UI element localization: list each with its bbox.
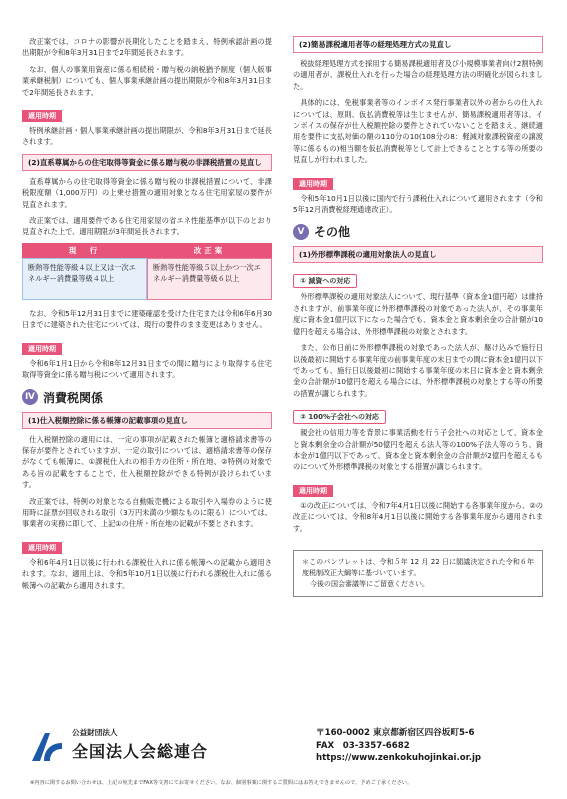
comparison-proposed-header: 改正案 xyxy=(147,243,272,258)
application-period-tag: 適用時期 xyxy=(293,178,333,190)
subheading-pill: ② 100%子会社への対応 xyxy=(293,410,386,424)
left-column xyxy=(22,36,272,596)
organization-logo-icon xyxy=(30,731,64,763)
paragraph: 外形標準課税の適用対象法人について、現行基準（資本金1億円超）は維持されますが、前事業年度に外形標準課税の対象であった法人が、その事業年度に資本金1億円以下になった場合でも、資本金と資本剰余金の合計額が10億円を超える場合は、外形標準課税の対象とされます。 xyxy=(293,292,543,336)
subheading-pill: ① 減資への対応 xyxy=(293,274,357,288)
chapter-number-badge: Ⅳ xyxy=(22,389,38,405)
paragraph: 改正案では、特例の対象となる自動販売機による取引や入場券のように使用時に証票が回収される取引（3万円未満の少額なものに限る）については、事業者の実務に即して、上記①の住所・所在地の記載が不要とされます。 xyxy=(22,496,272,529)
comparison-current-header: 現 行 xyxy=(22,243,147,258)
paragraph: 令和5年10月1日以後に国内で行う課税仕入れについて適用されます（令和5年12月消費税経理通達改正）。 xyxy=(293,193,543,215)
paragraph: 令和6年4月1日以後に行われる課税仕入れに係る帳簿への記載から適用されます。なお、適用上は、令和5年10月1日以後に行われる課税仕入れに係る帳簿への記載から適用されます。 xyxy=(22,557,272,590)
paragraph: 仕入税額控除の適用には、一定の事項が記載された帳簿と適格請求書等の保存が要件とされていますが、一定の取引については、適格請求書等の保存がなくても帳簿に、①課税仕入れの相手方の住所・所在地、②特例の対象である旨の記載をすることで、仕入税額控除ができる特例が設けられています。 xyxy=(22,434,272,490)
section-heading: (2)直系尊属からの住宅取得等資金に係る贈与税の非課税措置の見直し xyxy=(22,154,272,171)
chapter-title: 消費税関係 xyxy=(43,390,104,405)
comparison-proposed xyxy=(147,243,272,300)
notice-text: 今後の国会審議等にご留意ください。 xyxy=(310,579,429,588)
organization-name: 全国法人会総連合 xyxy=(72,742,209,761)
paragraph: なお、令和5年12月31日までに建築確認を受けた住宅または令和6年6月30日までに建築された住宅については、現行の要件のまま変更はありません。 xyxy=(22,308,272,330)
comparison-table xyxy=(22,243,272,300)
paragraph: また、公布日前に外形標準課税の対象であった法人が、駆け込みで施行日以後最初に開始する事業年度の前事業年度の末日までの間に資本金1億円以下であっても、施行日以後最初に開始する事業年度の末日に資本金と資本剰余金の合計額が10億円を超える場合には、外形標準課税の対象とする等の所要の措置が講じられます。 xyxy=(293,343,543,398)
notice-box xyxy=(293,550,543,597)
comparison-current-body: 断熱等性能等級４以上又は一次エネルギー消費量等級４以上 xyxy=(22,258,147,300)
application-period-tag: 適用時期 xyxy=(22,110,62,122)
paragraph: 令和6年1月1日から令和8年12月31日までの間に贈与により取得する住宅取得等資金に係る贈与税について適用されます。 xyxy=(22,358,272,380)
footer xyxy=(0,721,567,799)
paragraph: ①の改正については、令和7年4月1日以後に開始する各事業年度から、②の改正については、令和8年4月1日以後に開始する各事業年度から適用されます。 xyxy=(293,500,543,533)
chapter-number-badge: Ⅴ xyxy=(293,224,309,240)
fax-number: FAX 03-3357-6682 xyxy=(316,740,410,751)
paragraph: 改正案では、適用要件である住宅用家屋の省エネ性能基準が以下のとおり見直された上で、適用期限が3年間延長されます。 xyxy=(22,216,272,237)
chapter-heading xyxy=(293,223,543,240)
application-period-tag: 適用時期 xyxy=(22,542,62,554)
notice-text: ＊このパンフレットは、令和５年 12 月 22 日に閣議決定された令和６年度税制改正大綱等に基づいています。 xyxy=(302,557,534,577)
website-link[interactable]: https://www.zenkokuhojinkai.or.jp xyxy=(316,753,482,764)
paragraph: なお、個人の事業用資産に係る相続税・贈与税の納税猶予制度（個人版事業承継税制）についても、個人事業承継計画の提出期限が令和8年3月31日まで2年間延長されます。 xyxy=(22,64,272,97)
paragraph: 具体的には、免税事業者等のインボイス発行事業者以外の者からの仕入れについては、原則、仮払消費税等は生じませんが、簡易課税適用者等は、インボイスの保存が仕入税額控除の要件とされていないことを踏まえ、継続適用を要件に支払対価の額の110分の10(108分の8：軽減対象課税資産の譲渡等に係るもの)相当額を仮払消費税等として計上できることとする等の所要の見直しが行われました。 xyxy=(293,98,543,165)
paragraph: 親会社の信用力等を背景に事業活動を行う子会社への対応として、資本金と資本剰余金の合計額が50億円を超える法人等の100%子法人等のうち、資本金が1億円以下であって、資本金と資本剰余金の合計額が2億円を超えるものについて外形標準課税の対象とする措置が講じられます。 xyxy=(293,428,543,472)
section-heading: (1)外形標準課税の適用対象法人の見直し xyxy=(293,246,543,263)
paragraph: 直系尊属からの住宅取得等資金に係る贈与税の非課税措置について、非課税限度額（1,000万円）の上乗せ措置の適用対象となる住宅用家屋の要件が見直されます。 xyxy=(22,176,272,209)
organization-type: 公益財団法人 xyxy=(72,728,118,737)
comparison-current xyxy=(22,243,147,300)
comparison-proposed-body: 断熱等性能等級５以上かつ一次エネルギー消費量等級６以上 xyxy=(147,258,272,300)
postal-address: 〒160-0002 東京都新宿区四谷坂町5-6 xyxy=(316,728,475,738)
paragraph: 改正案では、コロナの影響が長期化したことを踏まえ、特例承認計画の提出期限が令和8年3月31日まで2年間延長されます。 xyxy=(22,37,272,58)
subheading-wrapper xyxy=(293,268,543,291)
subheading-wrapper xyxy=(293,404,543,427)
right-column xyxy=(293,36,543,597)
footer-disclaimer: ※内容に関するお問い合わせは、上記の宛先までFAX等文書にてお寄せください。なお、個別事案に関するご質問にはお答えできませんので、予めご了承ください。 xyxy=(30,780,413,786)
chapter-title: その他 xyxy=(314,225,351,240)
application-period-tag: 適用時期 xyxy=(293,485,333,497)
section-heading: (1)仕入税額控除に係る帳簿の記載事項の見直し xyxy=(22,412,272,429)
contact-block xyxy=(316,727,481,765)
chapter-heading xyxy=(22,389,272,406)
section-heading: (2)簡易課税適用者等の経理処理方式の見直し xyxy=(293,36,543,53)
paragraph: 特例承継計画・個人事業承継計画の提出期限が、令和8年3月31日まで延長されます。 xyxy=(22,126,272,147)
paragraph: 税抜経理処理方式を採用する簡易課税適用者及び小規模事業者向け2割特例の適用者が、課税仕入れを行った場合の経理処理方法の明確化が図られました。 xyxy=(293,59,543,91)
application-period-tag: 適用時期 xyxy=(22,343,62,355)
